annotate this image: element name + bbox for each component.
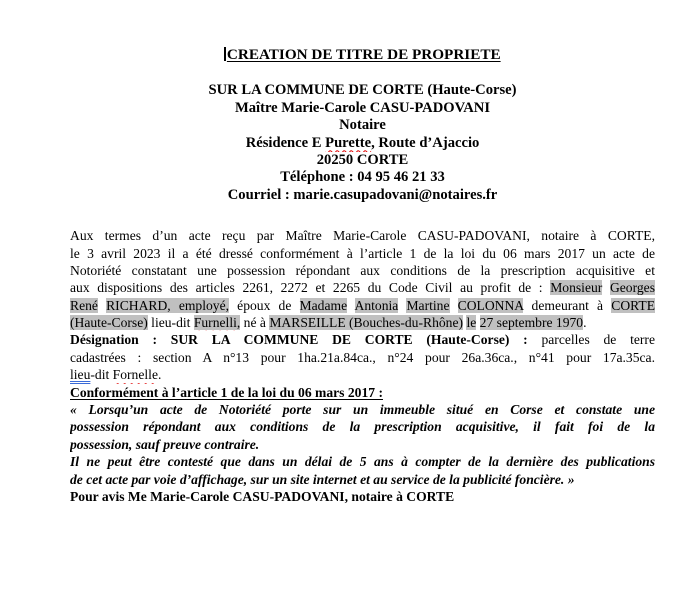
highlighted-field: Antonia bbox=[354, 297, 399, 313]
highlighted-field: 27 septembre 1970 bbox=[479, 315, 584, 331]
text-line bbox=[70, 366, 655, 383]
text-run: demeurant à bbox=[523, 297, 612, 313]
text-run: lieu-dit bbox=[147, 315, 194, 331]
highlighted-field: Furnelli bbox=[193, 315, 237, 331]
text-line bbox=[70, 471, 655, 488]
text-run: né à bbox=[240, 315, 270, 331]
text-run: « Lorsqu’un acte de Notoriété porte sur un immeuble situé en Corse et constate une bbox=[70, 402, 655, 418]
text-run: . bbox=[583, 315, 587, 331]
highlighted-field: Monsieur bbox=[550, 280, 603, 296]
text-run: possession répondant aux conditions de la prescription acquisitive, il fait foi de la bbox=[70, 419, 655, 435]
highlighted-field: CORTE bbox=[611, 297, 655, 313]
text-line bbox=[70, 488, 655, 505]
text-line bbox=[70, 117, 655, 134]
text-run: le 3 avril 2023 il a été dressé conformément à l’article 1 de la loi du 06 mars 2017 un acte de bbox=[70, 245, 655, 261]
text-run: Notoriété constatant une possession répondant aux conditions de la prescription acquisitive et bbox=[70, 262, 655, 278]
text-line bbox=[70, 46, 655, 63]
text-run: époux de bbox=[229, 297, 300, 313]
text-run: -dit bbox=[90, 367, 113, 383]
text-run: Pour avis Me Marie-Carole CASU-PADOVANI, notaire à CORTE bbox=[70, 488, 455, 504]
text-run bbox=[602, 280, 610, 295]
text-line bbox=[70, 262, 655, 279]
text-line bbox=[70, 279, 655, 296]
text-run: Désignation : SUR LA COMMUNE DE CORTE (Haute-Corse) : bbox=[70, 332, 528, 348]
text-run: aux dispositions des articles 2261, 2272 et 2265 du Code Civil au profit de : bbox=[70, 280, 551, 296]
text-run bbox=[450, 298, 458, 313]
misspelled-word: Fornelle bbox=[112, 367, 158, 383]
text-line bbox=[70, 187, 655, 204]
text-run: Notaire bbox=[339, 117, 386, 134]
document-header bbox=[70, 0, 655, 204]
text-line bbox=[70, 297, 655, 314]
text-line bbox=[70, 152, 655, 169]
text-run: possession, sauf preuve contraire. bbox=[70, 436, 260, 452]
text-run: Conformément à l’article 1 de la loi du 06 mars 2017 : bbox=[70, 384, 383, 400]
highlighted-field: , bbox=[236, 315, 241, 331]
text-line bbox=[70, 82, 655, 99]
text-line bbox=[70, 314, 655, 331]
text-run: parcelles de terre bbox=[527, 332, 655, 348]
highlighted-field: Martine bbox=[406, 297, 450, 313]
text-line bbox=[70, 384, 655, 401]
text-run bbox=[347, 298, 354, 313]
text-run: Téléphone : 04 95 46 21 33 bbox=[280, 169, 445, 186]
text-run: Courriel : marie.casupadovani@notaires.fr bbox=[227, 186, 498, 203]
text-run: Aux termes d’un acte reçu par Maître Marie-Carole CASU-PADOVANI, notaire à CORTE, bbox=[70, 228, 655, 244]
highlighted-field: COLONNA bbox=[457, 297, 524, 313]
text-run: . bbox=[157, 367, 162, 383]
text-line bbox=[70, 169, 655, 186]
text-line bbox=[70, 453, 655, 470]
highlighted-field: MARSEILLE (Bouches-du-Rhône) bbox=[269, 315, 464, 331]
text-line bbox=[70, 245, 655, 262]
text-line bbox=[70, 331, 655, 348]
highlighted-field: René bbox=[70, 297, 98, 313]
text-run: Maître Marie-Carole CASU-PADOVANI bbox=[234, 99, 491, 116]
text-line bbox=[70, 227, 655, 244]
text-run: Résidence E bbox=[245, 134, 326, 151]
grammar-flagged-word: lieu bbox=[70, 367, 91, 383]
text-line bbox=[70, 418, 655, 435]
text-run: de cet acte par voie d’affichage, sur un site internet et au service de la publicité foncière. » bbox=[70, 471, 575, 487]
text-run bbox=[98, 298, 106, 313]
misspelled-word: Purette bbox=[325, 134, 372, 151]
highlighted-field: Madame bbox=[299, 297, 348, 313]
text-line bbox=[70, 100, 655, 117]
text-run: SUR LA COMMUNE DE CORTE (Haute-Corse) bbox=[208, 82, 517, 99]
text-run: cadastrées : section A n°13 pour 1ha.21a.84ca., n°24 pour 26a.36ca., n°41 pour 17a.35ca. bbox=[70, 349, 655, 365]
text-cursor bbox=[224, 47, 226, 61]
text-run: 20250 CORTE bbox=[316, 151, 409, 168]
highlighted-field: Georges bbox=[609, 280, 655, 296]
text-line bbox=[70, 436, 655, 453]
highlighted-field: le bbox=[466, 315, 477, 331]
text-run: Il ne peut être contesté que dans un délai de 5 ans à compter de la dernière des publications bbox=[70, 454, 655, 470]
text-run: CREATION DE TITRE DE PROPRIETE bbox=[226, 46, 501, 63]
highlighted-field: RICHARD, employé, bbox=[106, 297, 230, 313]
text-line bbox=[70, 135, 655, 152]
text-line bbox=[70, 401, 655, 418]
highlighted-field: (Haute-Corse) bbox=[70, 315, 148, 331]
text-run: , Route d’Ajaccio bbox=[371, 134, 480, 151]
text-line bbox=[70, 349, 655, 366]
document-body bbox=[70, 227, 655, 505]
